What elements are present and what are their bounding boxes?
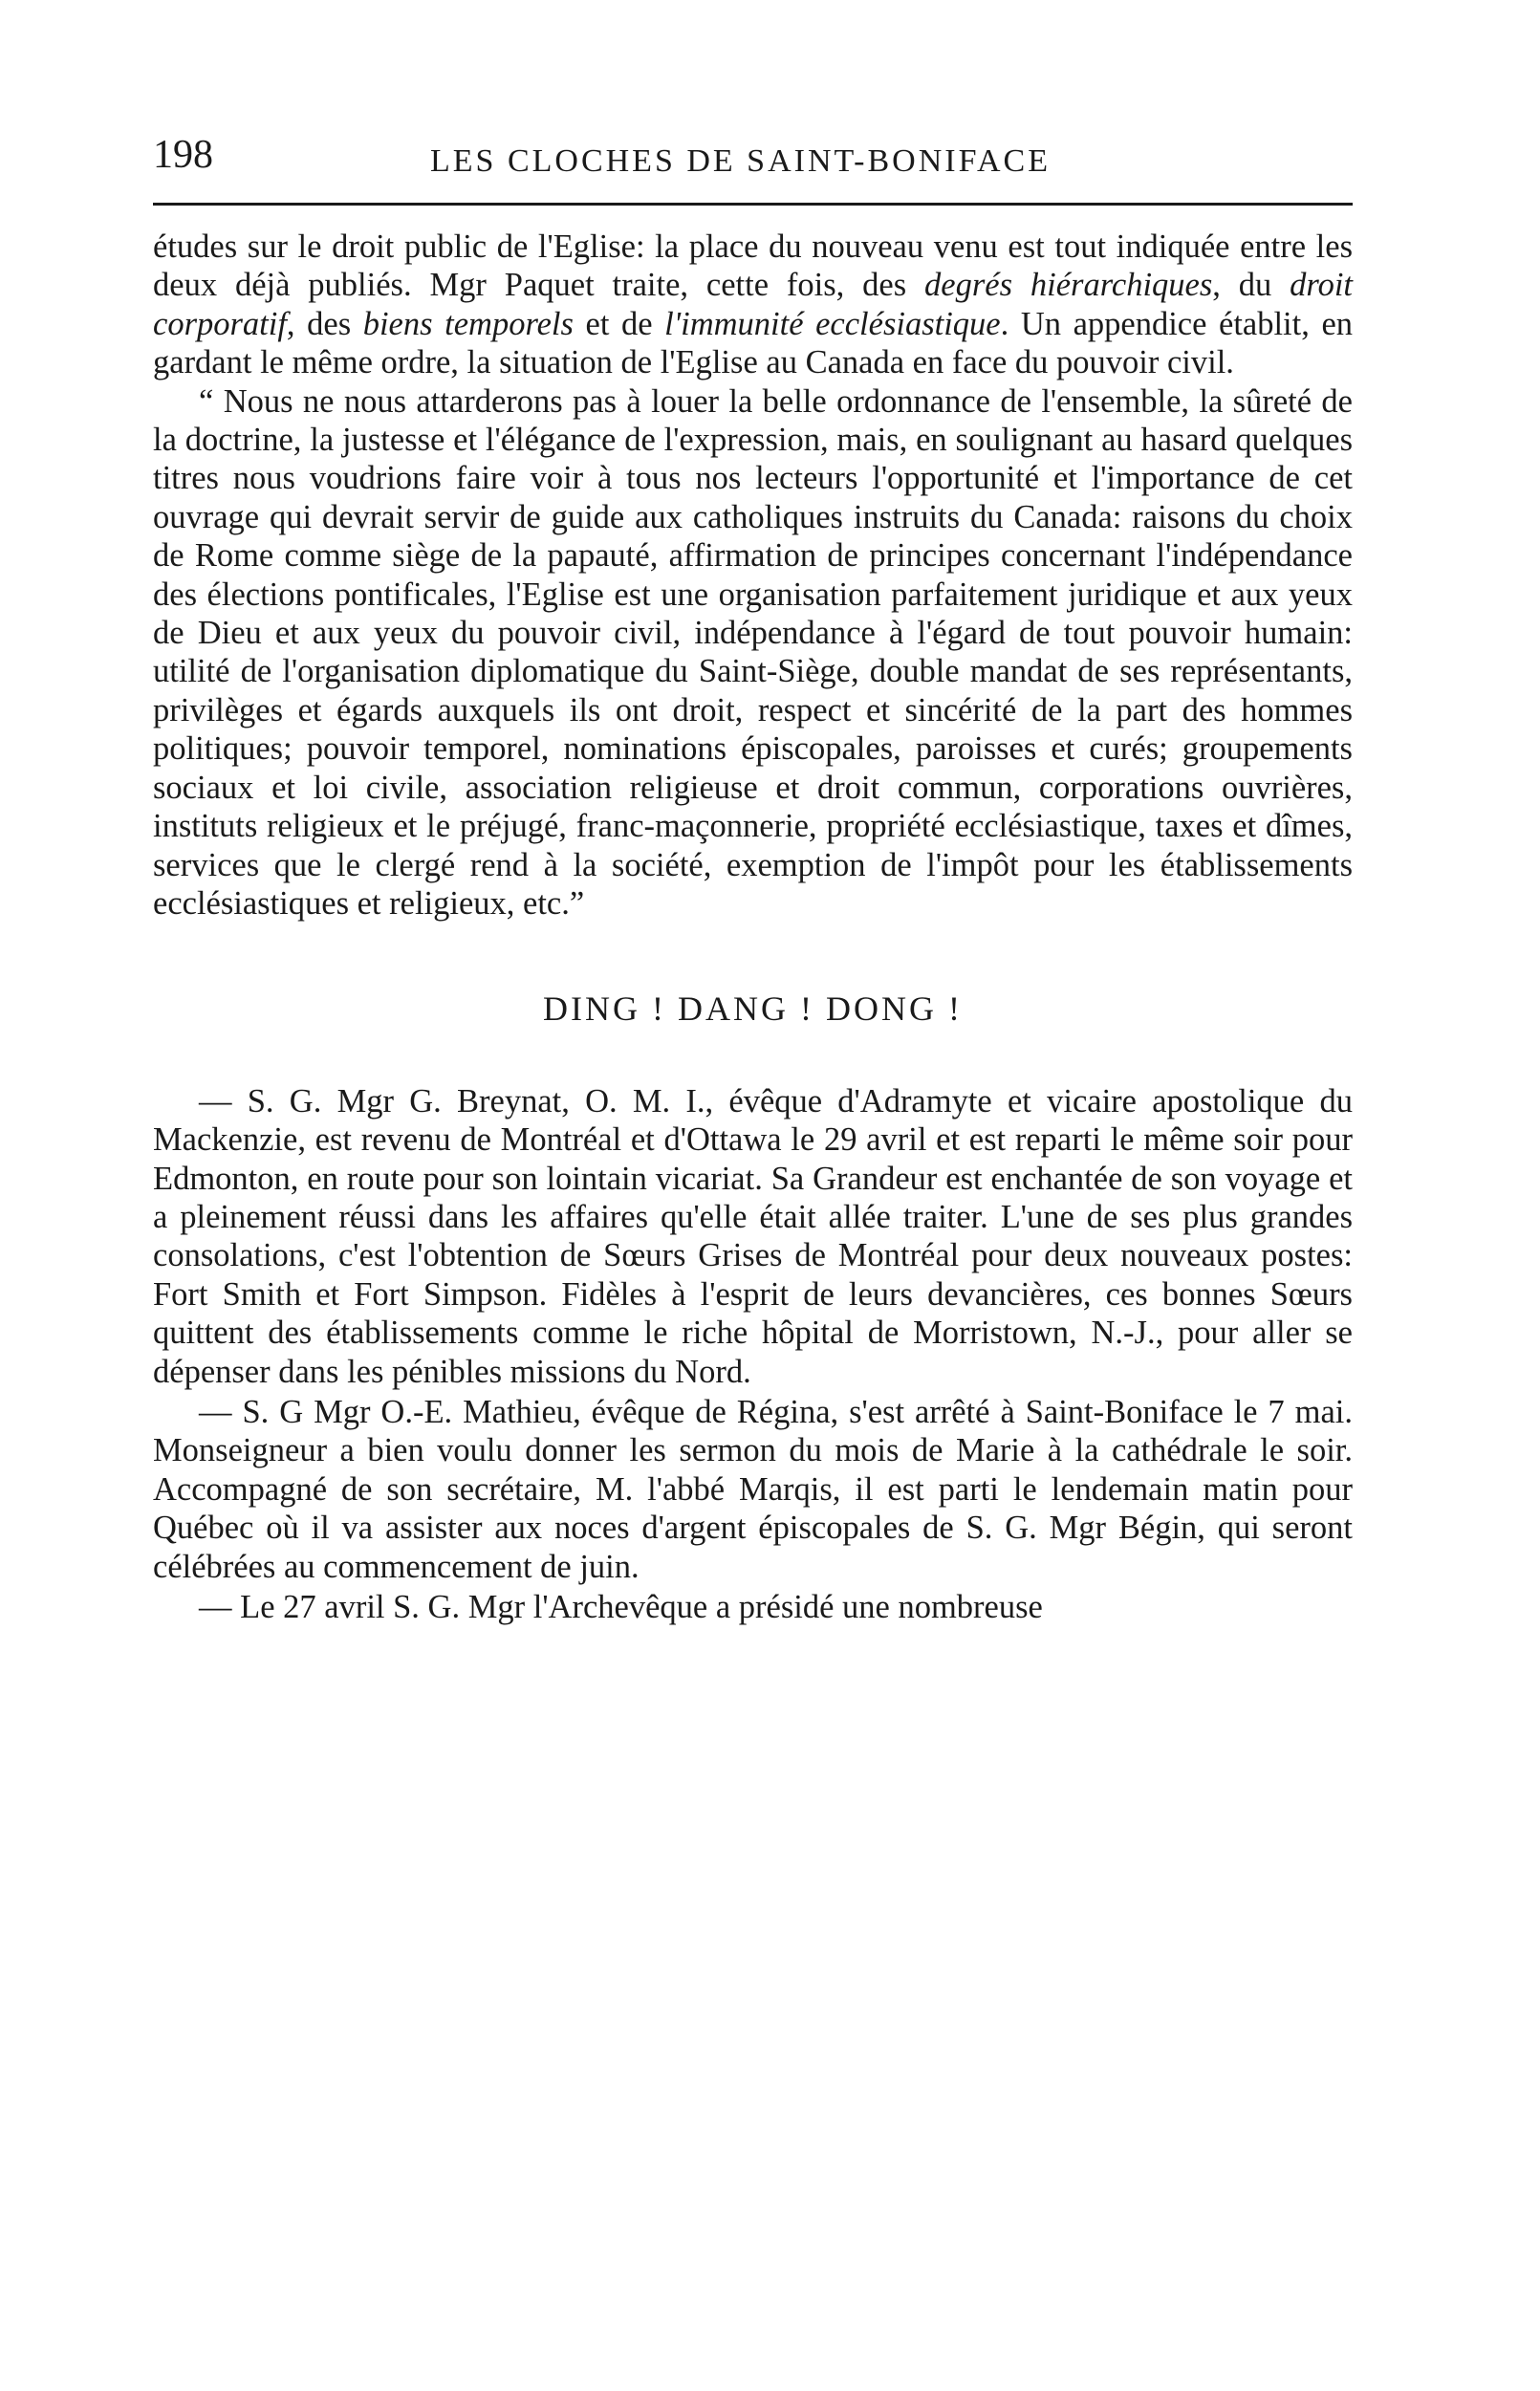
page-number: 198 bbox=[153, 133, 213, 177]
intro-text-2: , du bbox=[1212, 267, 1291, 304]
intro-paragraph bbox=[153, 228, 1353, 382]
header-rule bbox=[153, 203, 1353, 206]
section-heading: DING ! DANG ! DONG ! bbox=[543, 989, 963, 1029]
quote-paragraph: “ Nous ne nous attarderons pas à louer la belle ordonnance de l'ensemble, la sûreté de la doctrine, la justesse et l'élégance de l'expression, mais, en soulignant au hasard quelques titres nous voudrions faire voir à tous nos lecteurs l'opportunité et l'importance de cet ouvrage qui devrait servir de guide aux catholiques instruits du Canada: raisons du choix de Rome comme siège de la papauté, affirmation de principes concernant l'indépendance des élections pontificales, l'Eglise est une organisation parfaitement juridique et aux yeux de Dieu et aux yeux du pouvoir civil, indépendance à l'égard de tout pouvoir humain: utilité de l'organisation diplomatique du Saint-Siège, double mandat de ses représentants, privilèges et égards auxquels ils ont droit, respect et sincérité de la part des hommes politiques; pouvoir temporel, nominations épiscopales, paroisses et curés; groupements sociaux et loi civile, association religieuse et droit commun, corporations ouvrières, instituts religieux et le préjugé, franc-maçonnerie, propriété ecclésiastique, taxes et dîmes, services que le clergé rend à la société, exemption de l'impôt pour les établissements ecclésiastiques et religieux, etc.” bbox=[153, 382, 1353, 922]
intro-italic-droit: droit corporatif bbox=[153, 267, 1353, 342]
news-item: — S. G. Mgr G. Breynat, O. M. I., évêque d'Adramyte et vicaire apostolique du Mackenzie, est revenu de Montréal et d'Ottawa le 29 avril et est reparti le même soir pour Edmonton, en route pour son lointain vicariat. Sa Grandeur est enchantée de son voyage et a pleinement réussi dans les affaires qu'elle était allée traiter. L'une de ses plus grandes consolations, c'est l'obtention de Sœurs Grises de Montréal pour deux nouveaux postes: Fort Smith et Fort Simpson. Fidèles à l'esprit de leurs devancières, ces bonnes Sœurs quittent des établissements comme le riche hôpital de Morristown, N.-J., pour aller se dépenser dans les pénibles missions du Nord. bbox=[153, 1082, 1353, 1390]
page-body bbox=[153, 228, 1353, 1626]
intro-text-1: études sur le droit public de l'Eglise: la place du nouveau venu est tout indiquée entre les deux déjà publiés. Mgr Paquet traite, cette fois, des bbox=[153, 228, 1353, 304]
intro-text-5: . Un appendice établit, en gardant le même ordre, la situation de l'Eglise au Canada en face du pouvoir civil. bbox=[153, 305, 1354, 381]
intro-text-4: et de bbox=[573, 305, 665, 342]
news-item: — S. G Mgr O.-E. Mathieu, évêque de Régina, s'est arrêté à Saint-Boniface le 7 mai. Monseigneur a bien voulu donner les sermon du mois de Marie à la cathédrale le soir. Accompagné de son secrétaire, M. l'abbé Marqis, il est parti le lendemain matin pour Québec où il va assister aux noces d'argent épiscopales de S. G. Mgr Bégin, qui seront célébrées au commencement de juin. bbox=[153, 1393, 1353, 1585]
intro-italic-immunite: l'immunité ecclésiastique bbox=[664, 305, 1001, 342]
intro-italic-degres: degrés hiérarchiques bbox=[924, 267, 1213, 304]
news-item: — Le 27 avril S. G. Mgr l'Archevêque a présidé une nombreuse bbox=[199, 1589, 1043, 1625]
intro-italic-biens: biens temporels bbox=[362, 305, 574, 342]
intro-text-3: , des bbox=[286, 305, 363, 342]
running-head: LES CLOCHES DE SAINT-BONIFACE bbox=[430, 143, 1051, 179]
